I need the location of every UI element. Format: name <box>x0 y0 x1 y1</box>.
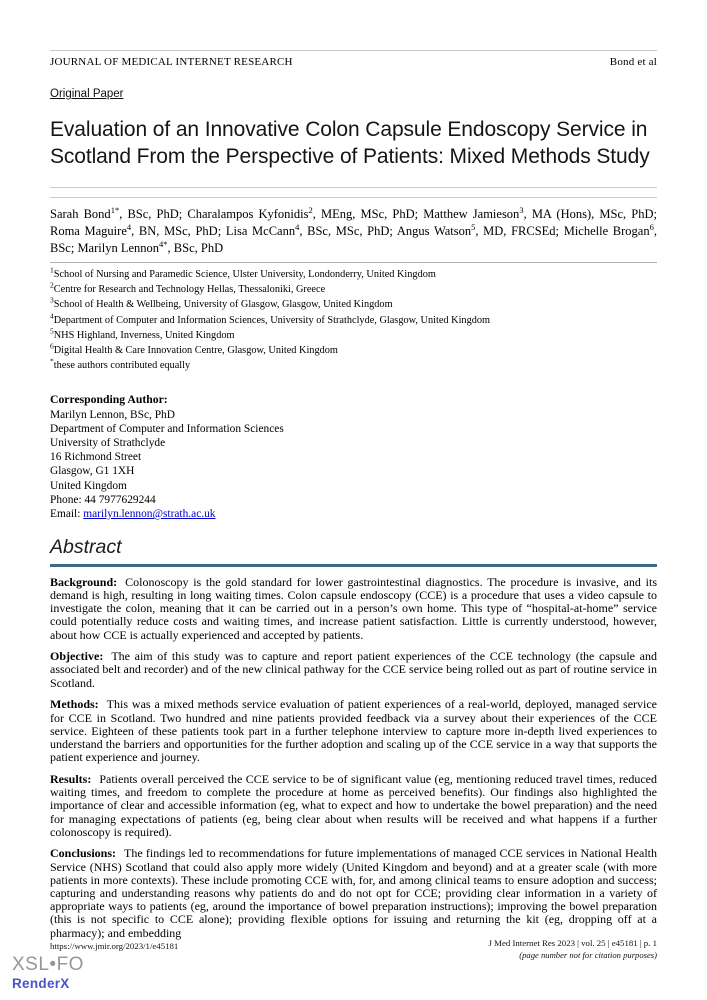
abstract-heading: Abstract <box>50 536 122 559</box>
affiliation-marker: 1 <box>50 265 54 275</box>
corresponding-author-block <box>50 393 657 521</box>
affiliation-line: $^6$Digital Health & Care Innovation Centre, Glasgow, United Kingdom <box>50 341 338 357</box>
abstract-section: Methods: This was a mixed methods service evaluation of patient experiences of a real-world, deployed, managed service for CCE in Scotland. Two hundred and nine patients provided feedback via a survey about their experiences of the CCE service. Eighteen of these patients took part in a further telephone interview to capture more in-depth lived experiences to understand the barriers and opportunities for the further adoption and scaling up of the CCE service in a way that supports the patient experience and journey. <box>50 697 657 765</box>
author: Roma Maguire$^4$, BN, MSc, PhD; <box>50 221 226 238</box>
author-affiliation-marker: 1* <box>110 204 120 215</box>
author: Marilyn Lennon$^{4*}$, BSc, PhD <box>77 238 224 255</box>
affiliation-line: $^2$Centre for Research and Technology Hellas, Thessaloniki, Greece <box>50 280 326 296</box>
corresponding-author-line: United Kingdom <box>50 479 127 492</box>
affiliation-list <box>50 267 657 373</box>
corresponding-author-line: University of Strathclyde <box>50 437 166 450</box>
abstract-section-label: Results: <box>50 771 92 786</box>
author-affiliation-marker: 2 <box>308 204 313 215</box>
affiliation-marker: * <box>50 356 54 366</box>
author-affiliation-marker: 4 <box>126 221 132 232</box>
abstract-accent-rule <box>50 564 657 567</box>
corresponding-author-email-line <box>50 507 657 521</box>
separator-line-1 <box>50 187 657 188</box>
corresponding-author-line: 16 Richmond Street <box>50 451 142 464</box>
abstract-section-label: Background: <box>50 574 118 589</box>
author: Matthew Jamieson$^3$, MA (Hons), MSc, PhD; <box>423 204 657 221</box>
affiliation-marker: 2 <box>50 280 54 290</box>
abstract-section: Objective: The aim of this study was to capture and report patient experiences of the CCE technology (the capsule and associated belt and recorder) and of the new clinical pathway for the CCE service being rolled out as part of routine service in Scotland. <box>50 649 657 690</box>
separator-line-2 <box>50 197 657 198</box>
author: Charalampos Kyfonidis$^2$, MEng, MSc, PhD; <box>187 204 424 221</box>
xslfo-logo: XSL•FO <box>12 954 84 975</box>
corresponding-author-line: Phone: 44 7977629244 <box>50 493 156 506</box>
abstract-section: Results: Patients overall perceived the CCE service to be of significant value (eg, mentioning reduced travel times, reduced waiting times, and freedom to complete the procedure at home as perceived benefits). Our findings also highlighted the importance of clear and accessible information (eg, what to expect and how to undertake the bowel preparation) and the need for managing expectations of patients (eg, being clear about when results will be received and what happens if a further colonoscopy is required). <box>50 771 657 839</box>
author-separator-line <box>50 262 657 263</box>
author-affiliation-marker: 3 <box>519 204 524 215</box>
email-link[interactable]: marilyn.lennon@strath.ac.uk <box>83 508 216 521</box>
abstract-section-label: Objective: <box>50 649 104 664</box>
corresponding-author-line: Glasgow, G1 1XH <box>50 465 135 478</box>
affiliation-line: $^4$Department of Computer and Information Sciences, University of Strathclyde, Glasgow, United Kingdom <box>50 311 491 326</box>
renderx-logo: RenderX <box>12 976 70 991</box>
affiliation-line: *these authors contributed equally <box>50 356 191 372</box>
corresponding-author-line: Marilyn Lennon, BSc, PhD <box>50 408 175 421</box>
affiliation-marker: 4 <box>50 311 54 321</box>
corresponding-author-label: Corresponding Author: <box>50 393 168 407</box>
author: Sarah Bond$^{1*}$, BSc, PhD; <box>50 204 188 221</box>
abstract-section: Background: Colonoscopy is the gold standard for lower gastrointestinal diagnostics. The procedure is invasive, and its demand is high, resulting in long waiting times. Colon capsule endoscopy (CCE) is a procedure that uses a video capsule to investigate the colon, meaning that it can be carried out in a person’s own home. This type of “hospital-at-home” service could potentially reduce costs and waiting times, and increase patient satisfaction. Little is currently understood, however, about how CCE is actually experienced and accepted by patients. <box>50 574 657 642</box>
footer-article-url: https://www.jmir.org/2023/1/e45181 <box>50 941 179 951</box>
author: Lisa McCann$^4$, BSc, MSc, PhD; <box>225 221 397 238</box>
article-type-label: Original Paper <box>50 88 124 100</box>
affiliation-marker: 3 <box>50 295 54 305</box>
author-affiliation-marker: 5 <box>471 221 476 232</box>
journal-name: JOURNAL OF MEDICAL INTERNET RESEARCH <box>50 56 293 68</box>
footer-citation-block <box>489 938 658 961</box>
author-affiliation-marker: 4* <box>159 238 168 249</box>
footer-citation-note: (page number not for citation purposes) <box>519 949 657 960</box>
author: Michelle Brogan$^6$, BSc; <box>50 221 657 255</box>
author-affiliation-marker: 4 <box>295 221 300 232</box>
affiliation-line: $^3$School of Health & Wellbeing, University of Glasgow, Glasgow, United Kingdom <box>50 295 393 311</box>
affiliation-marker: 5 <box>50 326 54 336</box>
abstract-body <box>50 576 657 940</box>
article-title: Evaluation of an Innovative Colon Capsule Endoscopy Service in Scotland From the Perspective of Patients: Mixed Methods Study <box>50 118 650 168</box>
abstract-section: Conclusions: The findings led to recommendations for future implementations of managed CCE services in National Health Service (NHS) Scotland that could also apply more widely (United Kingdom and beyond) and at a greater scale (with more patients in more contexts). These include promoting CCE with, for, and among clinical teams to ensure adoption and success; capturing and understanding reasons why patients do and do not opt for CCE; providing clear information in a variety of appropriate ways to patients (eg, around the importance of bowel preparation instructions); improving the bowel preparation (this is not specific to CCE alone); providing flexible options for issuing and returning the kit (eg, dropping off at a pharmacy); and embedding <box>50 846 657 940</box>
footer-citation: J Med Internet Res 2023 | vol. 25 | e45181 | p. 1 <box>488 938 657 948</box>
author-list <box>50 206 657 257</box>
author: Angus Watson$^5$, MD, FRCSEd; <box>396 221 564 238</box>
corresponding-author-lines <box>50 408 657 507</box>
abstract-section-label: Methods: <box>50 697 99 712</box>
affiliation-line: $^5$NHS Highland, Inverness, United Kingdom <box>50 326 235 341</box>
affiliation-line: $^1$School of Nursing and Paramedic Science, Ulster University, Londonderry, United Kingdom <box>50 265 436 280</box>
corresponding-author-line: Department of Computer and Information Sciences <box>50 422 284 435</box>
running-author: Bond et al <box>609 56 657 68</box>
author-affiliation-marker: 6 <box>649 221 654 232</box>
title-separator <box>50 187 657 198</box>
abstract-section-label: Conclusions: <box>50 846 117 861</box>
email-label: Email: <box>50 508 84 521</box>
running-header <box>50 51 657 68</box>
affiliation-marker: 6 <box>50 341 54 351</box>
